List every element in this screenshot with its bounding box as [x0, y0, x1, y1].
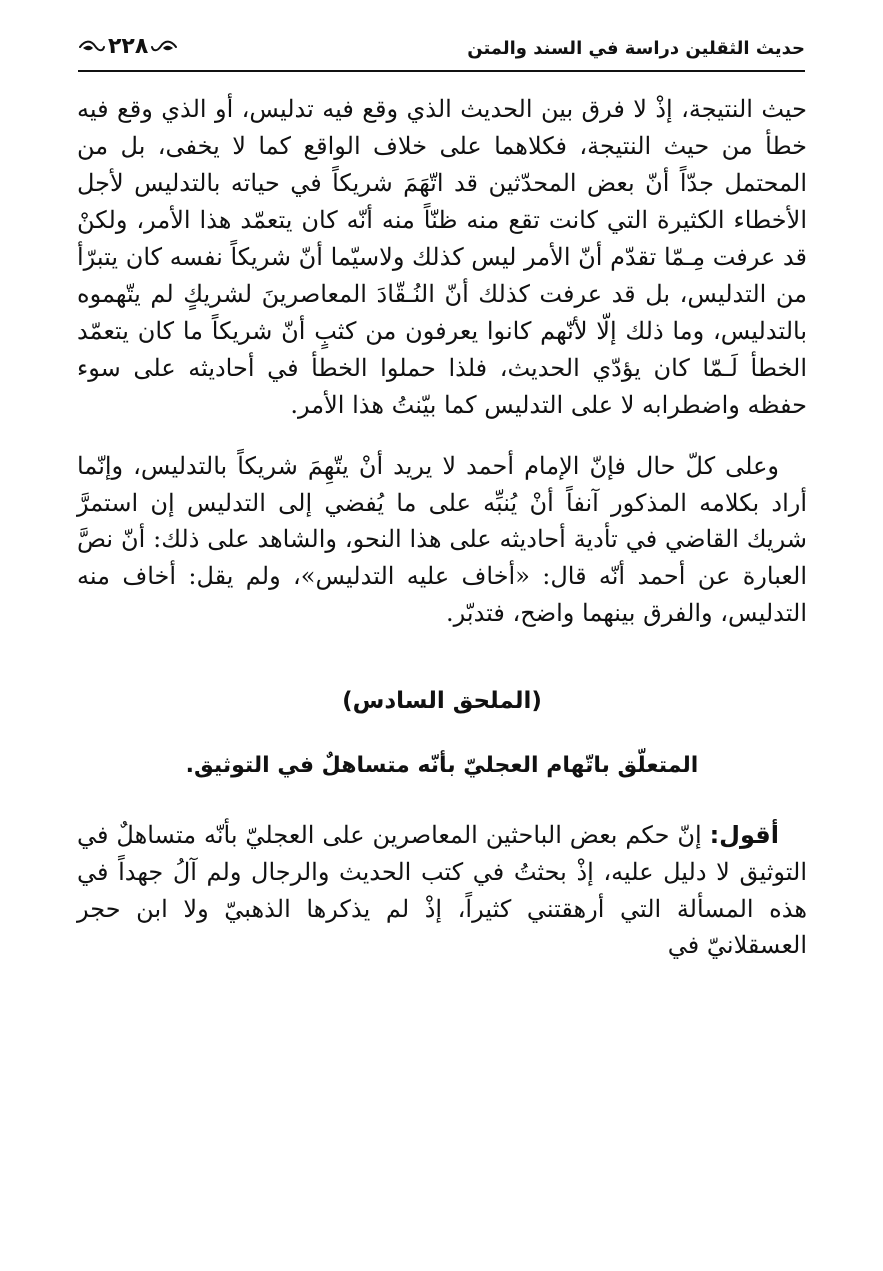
body-paragraph-3-text: إنّ حكم بعض الباحثين المعاصرين على العجليّ بأنّه متساهلٌ في التوثيق لا دليل عليه، إذْ بحثتُ في كتب الحديث والرجال ولم آلُ جهداً في هذه المسألة التي أرهقتني كثيراً، إذْ لم يذكرها الذهبيّ ولا ابن حجر العسقلانيّ في: [77, 820, 808, 960]
header-flourish-icon: [78, 38, 106, 56]
appendix-heading: (الملحق السادس): [342, 688, 542, 715]
body-paragraph-1: حيث النتيجة، إذْ لا فرق بين الحديث الذي وقع فيه تدليس، أو الذي وقع فيه خطأ من حيث النتيجة، فكلاهما على خلاف الواقع كما لا يخفى، بل من المحتمل جدّاً أنّ بعض المحدّثين قد اتّهَمَ شريكاً في حياته بالتدليس لأجل الأخطاء الكثيرة التي كانت تقع منه ظنّاً منه أنّه كان يتعمّد هذا الأمر، ولكنْ قد عرفت مِـمّا تقدّم أنّ الأمر ليس كذلك ولاسيّما أنّ شريكاً نفسه كان يتبرّأ من التدليس، بل قد عرفت كذلك أنّ النُـقّادَ المعاصرينَ لشريكٍ لم يتّهموه بالتدليس، وما ذلك إلّا لأنّهم كانوا يعرفون من كثبٍ أنّ شريكاً ما كان يتعمّد الخطأ لَـمّا كان يؤدّي الحديث، فلذا حملوا الخطأ في أحاديثه على سوء حفظه واضطرابه لا على التدليس كما بيّنتُ هذا الأمر.: [77, 95, 807, 419]
statement-label: أقول:: [709, 820, 779, 849]
page-body: [77, 91, 807, 1259]
body-paragraph-2: وعلى كلّ حال فإنّ الإمام أحمد لا يريد أنْ يتّهِمَ شريكاً بالتدليس، وإنّما أراد بكلامه المذكور آنفاً أنْ يُنبِّه على ما يُفضي إلى التدليس إن استمرَّ شريك القاضي في تأدية أحاديثه على هذا النحو، والشاهد على ذلك: أنّ نصَّ العبارة عن أحمد أنّه قال: «أخاف عليه التدليس»، ولم يقل: أخاف منه التدليس، والفرق بينهما واضح، فتدبّر.: [77, 451, 807, 628]
header-flourish-icon: [150, 38, 178, 56]
header-divider: [78, 70, 805, 72]
running-header: [78, 26, 805, 74]
page-number: ٢٢٨: [108, 34, 149, 59]
running-title: حديث الثقلين دراسة في السند والمتن: [467, 38, 805, 59]
page-number-block: [78, 30, 178, 64]
body-paragraph-3: [77, 817, 807, 965]
appendix-subheading: المتعلّق باتّهام العجليّ بأنّه متساهلٌ في التوثيق.: [185, 752, 699, 778]
